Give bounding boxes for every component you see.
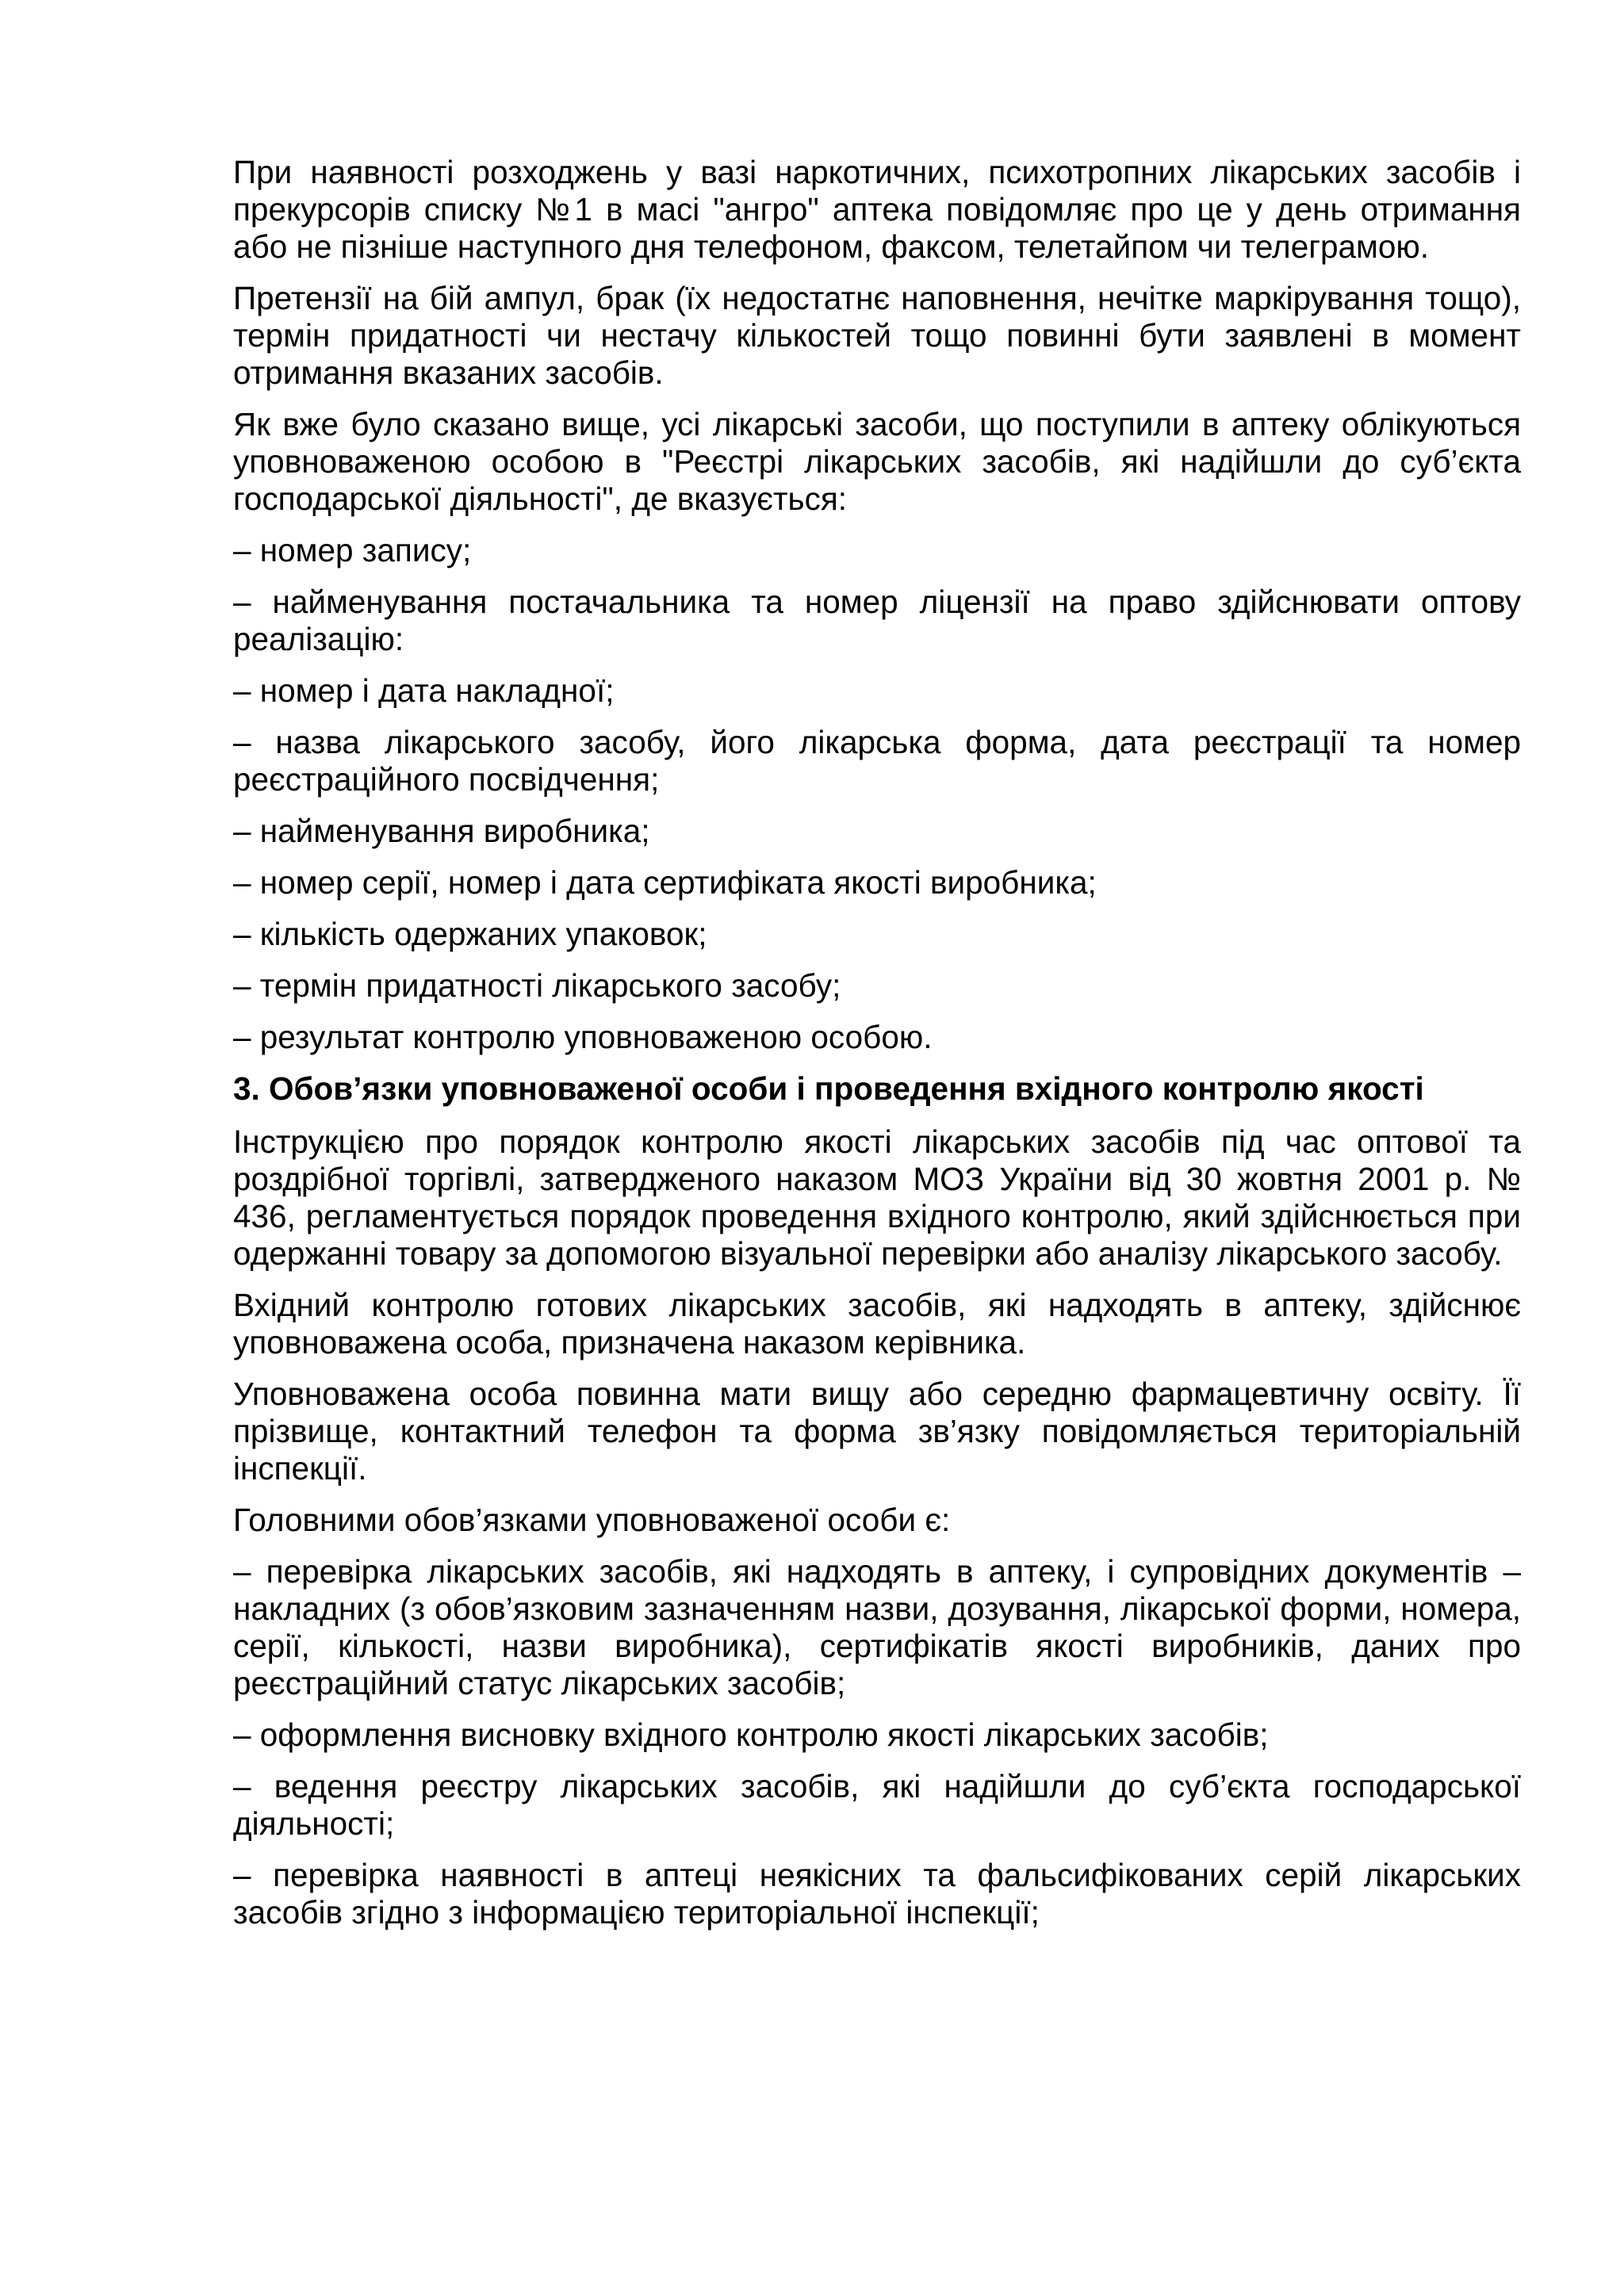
list-item: – номер запису; — [233, 532, 472, 568]
paragraph: Претензії на бій ампул, брак (їх недостатнє наповнення, нечітке маркірування тощо), термін придатності чи нестачу кількостей тощо повинні бути заявлені в момент отримання вказаних засобів. — [233, 280, 1521, 391]
list-item: – найменування виробника; — [233, 813, 650, 849]
list-item: – кількість одержаних упаковок; — [233, 916, 707, 952]
document-page — [233, 154, 1521, 1946]
paragraph: Головними обов’язками уповноваженої особи є: — [233, 1502, 951, 1538]
list-item: – оформлення висновку вхідного контролю якості лікарських засобів; — [233, 1716, 1269, 1753]
section-heading: 3. Обов’язки уповноваженої особи і проведення вхідного контролю якості — [233, 1070, 1424, 1107]
list-item: – номер і дата накладної; — [233, 672, 615, 709]
list-item: – термін придатності лікарського засобу; — [233, 967, 841, 1004]
paragraph: Інструкцією про порядок контролю якості лікарських засобів під час оптової та роздрібної торгівлі, затвердженого наказом МОЗ України від 30 жовтня 2001 р. № 436, регламентується порядок проведення вхідного контролю, який здійснюється при одержанні товару за допомогою візуальної перевірки або аналізу лікарського засобу. — [233, 1123, 1521, 1272]
paragraph: Вхідний контролю готових лікарських засобів, які надходять в аптеку, здійснює уповноважена особа, призначена наказом керівника. — [233, 1287, 1521, 1360]
list-item: – найменування постачальника та номер ліцензії на право здійснювати оптову реалізацію: — [233, 584, 1521, 657]
list-item: – назва лікарського засобу, його лікарська форма, дата реєстрації та номер реєстраційного посвідчення; — [233, 724, 1521, 798]
list-item: – номер серії, номер і дата сертифіката якості виробника; — [233, 864, 1097, 901]
paragraph: Як вже було сказано вище, усі лікарські засоби, що поступили в аптеку облікуються уповноваженою особою в "Реєстрі лікарських засобів, які надійшли до суб’єкта господарської діяльності", де вказується: — [233, 406, 1521, 517]
list-item: – перевірка наявності в аптеці неякісних та фальсифікованих серій лікарських засобів згідно з інформацією територіальної інспекції; — [233, 1857, 1521, 1931]
list-item: – перевірка лікарських засобів, які надходять в аптеку, і супровідних документів – накладних (з обов’язковим зазначенням назви, дозування, лікарської форми, номера, серії, кількості, назви виробника), сертифікатів якості виробників, даних про реєстраційний статус лікарських засобів; — [233, 1553, 1521, 1701]
paragraph: При наявності розходжень у вазі наркотичних, психотропних лікарських засобів і прекурсорів списку №1 в масі "ангро" аптека повідомляє про це у день отримання або не пізніше наступного дня телефоном, факсом, телетайпом чи телеграмою. — [233, 154, 1521, 265]
list-item: – ведення реєстру лікарських засобів, які надійшли до суб’єкта господарської діяльності; — [233, 1768, 1521, 1842]
list-item: – результат контролю уповноваженою особою. — [233, 1019, 933, 1055]
paragraph: Уповноважена особа повинна мати вищу або середню фармацевтичну освіту. Її прізвище, контактний телефон та форма зв’язку повідомляється територіальній інспекції. — [233, 1376, 1521, 1487]
